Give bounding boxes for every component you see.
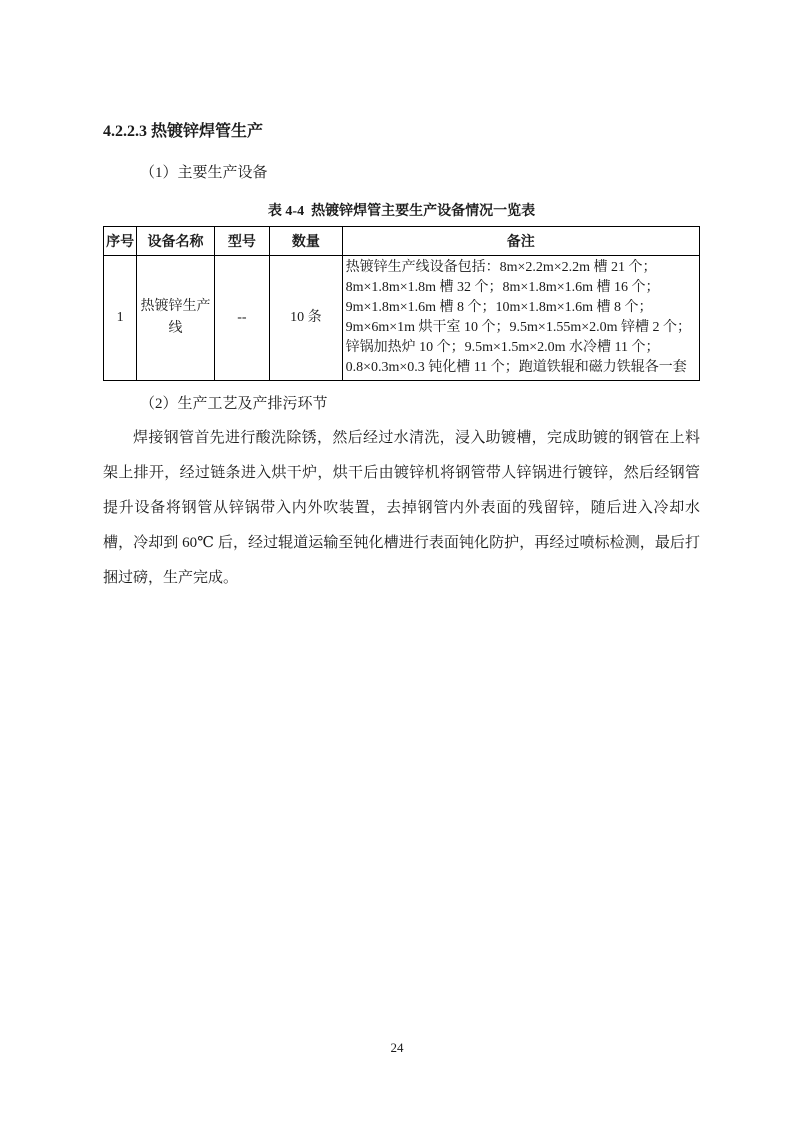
column-header-qty: 数量 [270,227,342,256]
table-header-row [104,227,700,256]
column-header-remark: 备注 [342,227,699,256]
document-content [103,122,700,596]
list-item-2-process: （2）生产工艺及产排污环节 [140,396,328,412]
process-description-paragraph: 焊接钢管首先进行酸洗除锈，然后经过水清洗，浸入助镀槽，完成助镀的钢管在上料架上排开，经过链条进入烘干炉，烘干后由镀锌机将钢管带人锌锅进行镀锌，然后经钢管提升设备将钢管从锌锅带入内外吹装置，去掉钢管内外表面的残留锌，随后进入冷却水槽，冷却到 60℃ 后，经过辊道运输至钝化槽进行表面钝化防护，再经过喷标检测，最后打捆过磅，生产完成。 [103,430,700,586]
column-header-model: 型号 [214,227,269,256]
cell-model: -- [214,256,269,381]
cell-remark: 热镀锌生产线设备包括：8m×2.2m×2.2m 槽 21 个；8m×1.8m×1.8m 槽 32 个；8m×1.8m×1.6m 槽 16 个；9m×1.8m×1.6m 槽 8 个；10m×1.8m×1.6m 槽 8 个；9m×6m×1m 烘干室 10 个；9.5m×1.55m×2.0m 锌槽 2 个；锌锅加热炉 10 个；9.5m×1.5m×2.0m 水冷槽 11 个；0.8×0.3m×0.3 钝化槽 11 个；跑道铁辊和磁力铁辊各一套 [342,256,699,381]
column-header-seq: 序号 [104,227,137,256]
cell-seq: 1 [104,256,137,381]
section-heading: 4.2.2.3 热镀锌焊管生产 [103,123,264,140]
equipment-table [103,226,700,381]
page-number: 24 [390,1040,404,1055]
list-item-1-main-equipment: （1）主要生产设备 [140,165,268,181]
table-caption: 表 4-4 热镀锌焊管主要生产设备情况一览表 [267,204,536,219]
cell-name: 热镀锌生产线 [137,256,215,381]
column-header-name: 设备名称 [137,227,215,256]
cell-qty: 10 条 [270,256,342,381]
table-row [104,256,700,381]
